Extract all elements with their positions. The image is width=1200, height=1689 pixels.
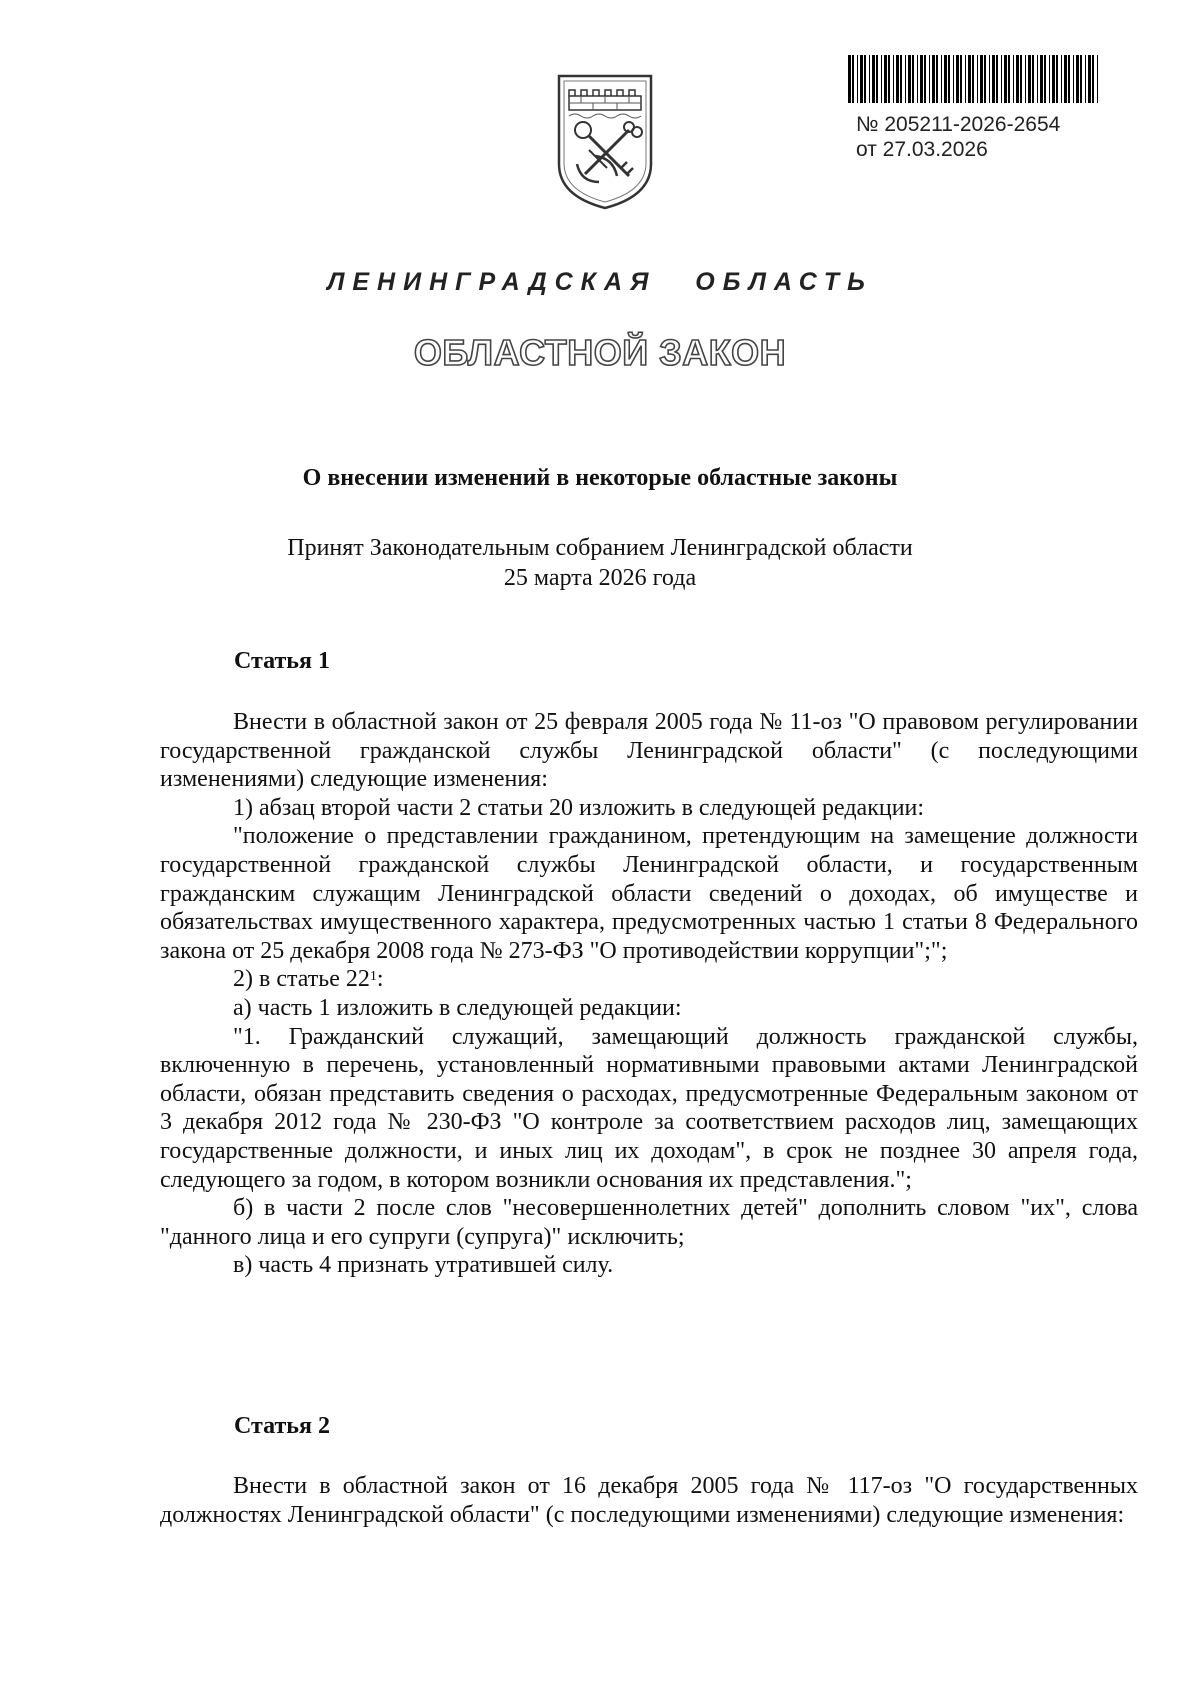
barcode-bar — [1037, 55, 1038, 103]
barcode-bar — [884, 55, 887, 103]
barcode-bar — [944, 55, 947, 103]
barcode-bar — [980, 55, 983, 103]
item-2-colon: : — [376, 966, 384, 993]
barcode-bar — [1044, 55, 1046, 103]
barcode-bar — [989, 55, 990, 103]
registration-date: от 27.03.2026 — [856, 138, 988, 161]
barcode-bar — [1076, 55, 1079, 103]
law-title: О внесении изменений в некоторые областные законы — [302, 465, 898, 491]
barcode-bar — [956, 55, 959, 103]
barcode-bar — [1001, 55, 1002, 103]
barcode-bar — [848, 55, 851, 103]
article-2-body — [160, 1472, 1138, 1529]
article-1-paragraph: б) в части 2 после слов "несовершеннолетних детей" дополнить словом "их", слова "данного лица и его супруги (супруга)" исключить; — [160, 1195, 1138, 1250]
barcode-bar — [992, 55, 995, 103]
adoption-line-1: Принят Законодательным собранием Ленинградской области — [287, 535, 913, 561]
barcode-bar — [908, 55, 911, 103]
barcode-bar — [896, 55, 899, 103]
barcode-bar — [857, 55, 858, 103]
registration-number: № 205211-2026-2654 — [856, 113, 1061, 136]
barcode-bar — [920, 55, 923, 103]
item-2-text: 2) в статье 22 — [233, 966, 370, 993]
article-1-paragraph: а) часть 1 изложить в следующей редакции: — [233, 994, 682, 1021]
barcode-bar — [1016, 55, 1019, 103]
barcode-bar — [1073, 55, 1074, 103]
barcode-bar — [1004, 55, 1007, 103]
barcode-bar — [876, 55, 878, 103]
barcode-bar — [1013, 55, 1014, 103]
article-1-paragraph: 1) абзац второй части 2 статьи 20 изложить в следующей редакции: — [233, 794, 925, 821]
barcode-bar — [1008, 55, 1010, 103]
barcode-bar — [917, 55, 918, 103]
barcode-bar — [888, 55, 890, 103]
article-1-paragraph: "положение о представлении гражданином, претендующим на замещение должности государственной гражданской службы Ленинградской области, и государственным гражданским служащим Ленинградской области сведений о доходах, об имуществе и обязательствах имущественного характера, предусмотренных частью 1 статьи 8 Федерального закона от 25 декабря 2008 года № 273-ФЗ "О противодействии коррупции";"; — [160, 823, 1138, 964]
article-2-paragraph: Внести в областной закон от 16 декабря 2005 года № 117-оз "О государственных должностях Ленинградской области" (с последующими изменениями) следующие изменения: — [160, 1473, 1138, 1528]
barcode-bar — [953, 55, 954, 103]
barcode-bar — [852, 55, 854, 103]
barcode-bar — [1092, 55, 1094, 103]
barcode-bar — [905, 55, 906, 103]
barcode-bar — [1025, 55, 1026, 103]
law-type-heading: ОБЛАСТНОЙ ЗАКОН — [413, 332, 787, 373]
barcode-bar — [965, 55, 966, 103]
article-1-paragraph: "1. Гражданский служащий, замещающий должность гражданской службы, включенную в перечень, установленный нормативными правовыми актами Ленинградской области, обязан представить сведения о расходах, предусмотренные Федеральным законом от 3 декабря 2012 года № 230-ФЗ "О контроле за соответствием расходов лиц, замещающих государственные должности, и иных лиц их доходам", в срок не позднее 30 апреля года, следующего за годом, в котором возникли основания их представления."; — [160, 1023, 1138, 1193]
barcode-bar — [936, 55, 938, 103]
barcode-bar — [1080, 55, 1082, 103]
article-2-heading: Статья 2 — [234, 1413, 330, 1439]
barcode-bar — [1064, 55, 1067, 103]
article-1-body — [160, 708, 1138, 1280]
barcode-bar — [869, 55, 870, 103]
barcode-bar — [864, 55, 866, 103]
barcode-bar — [968, 55, 971, 103]
barcode-bar — [932, 55, 935, 103]
article-1-heading: Статья 1 — [234, 648, 330, 674]
adoption-statement — [0, 533, 1200, 593]
barcode-bar — [924, 55, 926, 103]
barcode — [848, 55, 1102, 103]
barcode-bar — [1056, 55, 1058, 103]
barcode-bar — [881, 55, 882, 103]
article-1-paragraph: Внести в областной закон от 25 февраля 2005 года № 11-оз "О правовом регулировании государственной гражданской службы Ленинградской области" (с последующими изменениями) следующие изменения: — [160, 709, 1138, 793]
barcode-bar — [1097, 55, 1098, 103]
barcode-bar — [912, 55, 914, 103]
article-1-paragraph: в) часть 4 признать утратившей силу. — [233, 1252, 614, 1279]
barcode-bar — [929, 55, 930, 103]
barcode-bar — [996, 55, 998, 103]
barcode-bar — [1085, 55, 1086, 103]
adoption-date: 25 марта 2026 года — [503, 565, 697, 591]
registration-block — [856, 112, 1060, 162]
barcode-bar — [872, 55, 875, 103]
barcode-bar — [893, 55, 894, 103]
barcode-bar — [960, 55, 962, 103]
barcode-bar — [977, 55, 978, 103]
barcode-bar — [860, 55, 863, 103]
barcode-bar — [1020, 55, 1022, 103]
barcode-bar — [900, 55, 902, 103]
superscript: 1 — [369, 969, 377, 985]
article-1-item-2 — [160, 965, 1138, 994]
barcode-bar — [972, 55, 974, 103]
barcode-bar — [1032, 55, 1034, 103]
barcode-bar — [1040, 55, 1043, 103]
barcode-bar — [1049, 55, 1050, 103]
region-name: ЛЕНИНГРАДСКАЯ ОБЛАСТЬ — [327, 268, 873, 296]
barcode-bar — [984, 55, 986, 103]
barcode-bar — [948, 55, 950, 103]
barcode-bar — [1088, 55, 1091, 103]
barcode-bar — [1028, 55, 1031, 103]
barcode-bar — [1068, 55, 1070, 103]
coat-of-arms-emblem — [555, 72, 655, 212]
barcode-bar — [1052, 55, 1055, 103]
barcode-bar — [941, 55, 942, 103]
barcode-bar — [1061, 55, 1062, 103]
